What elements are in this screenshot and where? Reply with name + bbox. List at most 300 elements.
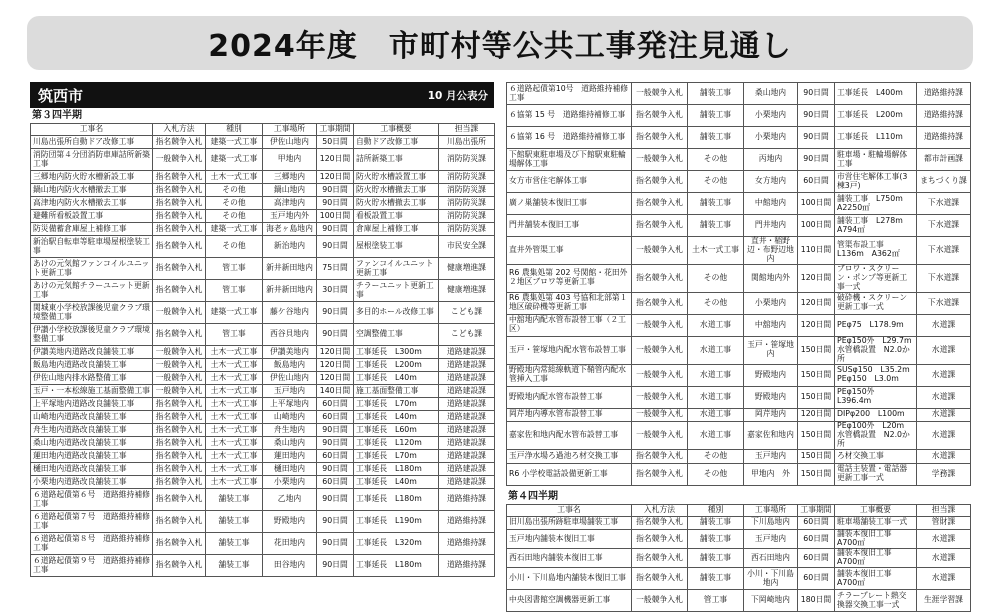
table-row xyxy=(31,210,495,223)
cell-period: 90日間 xyxy=(798,127,835,149)
cell-period: 60日間 xyxy=(798,568,835,590)
cell-bid: 指名競争入札 xyxy=(153,223,206,236)
column-header: 工事名 xyxy=(507,504,632,516)
cell-bid: 一般競争入札 xyxy=(632,149,688,171)
cell-bid: 指名競争入札 xyxy=(153,511,206,533)
cell-name: 関城東小学校放課後児童クラブ環境整備工事 xyxy=(31,302,153,324)
cell-summary: SUSφ150 L35.2m PEφ150 L3.0m xyxy=(835,364,917,386)
cell-name: 嘉家佐和地内配水管布設替工事 xyxy=(507,422,632,450)
quarter-label-q3: 第３四半期 xyxy=(32,110,82,121)
cell-period: 60日間 xyxy=(317,411,354,424)
table-row xyxy=(507,105,971,127)
cell-dept: 道路建設課 xyxy=(439,424,495,437)
cell-place: 嘉家佐和地内 xyxy=(744,422,798,450)
cell-name: あけの元気館ファンコイルユニット更新工事 xyxy=(31,258,153,280)
cell-type: 舗装工事 xyxy=(688,193,744,215)
table-row xyxy=(507,516,971,530)
cell-bid: 指名競争入札 xyxy=(632,105,688,127)
q3-table-left xyxy=(30,123,495,577)
table-row xyxy=(31,346,495,359)
cell-period: 90日間 xyxy=(317,489,354,511)
cell-dept: 管財課 xyxy=(917,516,971,530)
cell-period: 60日間 xyxy=(798,549,835,568)
cell-dept: 水道課 xyxy=(917,364,971,386)
cell-summary: 舗装本復旧工事 A700㎡ xyxy=(835,530,917,549)
cell-name: ６協第 16 号 道路維持補修工事 xyxy=(507,127,632,149)
q4-table xyxy=(506,504,971,612)
cell-bid: 指名競争入札 xyxy=(153,398,206,411)
cell-period: 50日間 xyxy=(317,136,354,149)
cell-name: 西石田地内舗装本復旧工事 xyxy=(507,549,632,568)
cell-type: 土木一式工事 xyxy=(206,476,263,489)
cell-summary: 防火貯水槽撤去工事 xyxy=(354,197,439,210)
cell-summary: 工事延長 L200m xyxy=(354,359,439,372)
cell-bid: 指名競争入札 xyxy=(153,463,206,476)
cell-name: 中舘地内配水管布設替工事（２工区） xyxy=(507,314,632,336)
cell-summary: 工事延長 L40m xyxy=(354,476,439,489)
cell-type: 水道工事 xyxy=(688,408,744,422)
table-row xyxy=(31,450,495,463)
cell-dept: 道路建設課 xyxy=(439,463,495,476)
cell-type: 水道工事 xyxy=(688,336,744,364)
cell-type: 水道工事 xyxy=(688,314,744,336)
quarter-label-q4: 第４四半期 xyxy=(508,490,558,502)
cell-bid: 一般競争入札 xyxy=(632,336,688,364)
cell-period: 150日間 xyxy=(798,450,835,464)
table-row xyxy=(31,385,495,398)
cell-summary: 工事延長 L400m xyxy=(835,83,917,105)
cell-name: 三郷地内防火貯水槽新設工事 xyxy=(31,171,153,184)
cell-type: 土木一式工事 xyxy=(206,437,263,450)
cell-type: その他 xyxy=(206,210,263,223)
cell-bid: 指名競争入札 xyxy=(632,193,688,215)
cell-summary: 舗装工事 L278m A794㎡ xyxy=(835,215,917,237)
cell-type: その他 xyxy=(688,292,744,314)
cell-summary: 工事延長 L70m xyxy=(354,450,439,463)
cell-name: 伊讃小学校放課後児童クラブ環境整備工事 xyxy=(31,324,153,346)
cell-place: 新井新田地内 xyxy=(263,258,317,280)
cell-summary: 管渠布設工事 L136m A362㎡ xyxy=(835,237,917,265)
cell-type: その他 xyxy=(688,463,744,485)
column-header: 工事期間 xyxy=(317,124,354,136)
cell-place: 舟生地内 xyxy=(263,424,317,437)
cell-name: 新治駅自転車等駐車場屋根塗装工事 xyxy=(31,236,153,258)
column-header: 工事名 xyxy=(31,124,153,136)
cell-summary: 屋根塗装工事 xyxy=(354,236,439,258)
cell-summary: 工事延長 L300m xyxy=(354,346,439,359)
table-row xyxy=(31,372,495,385)
cell-name: ６道路起債第９号 道路維持補修工事 xyxy=(31,555,153,577)
cell-dept: 道路維持課 xyxy=(439,511,495,533)
cell-summary: 舗装本復旧工事 A700㎡ xyxy=(835,549,917,568)
cell-dept: 道路維持課 xyxy=(439,555,495,577)
cell-type: 舗装工事 xyxy=(688,83,744,105)
table-row xyxy=(31,236,495,258)
cell-place: 鍋山地内 xyxy=(263,184,317,197)
cell-dept: 消防防災課 xyxy=(439,223,495,236)
cell-summary: 工事延長 L320m xyxy=(354,533,439,555)
cell-place: 樋田地内 xyxy=(263,463,317,476)
cell-place: 玉戸地内 xyxy=(263,385,317,398)
column-header: 工事概要 xyxy=(835,504,917,516)
cell-period: 100日間 xyxy=(798,193,835,215)
cell-period: 90日間 xyxy=(317,463,354,476)
cell-name: 桑山地内道路改良舗装工事 xyxy=(31,437,153,450)
cell-summary: 工事延長 L60m xyxy=(354,424,439,437)
cell-summary: 破砕機・スクリーン更新工事一式 xyxy=(835,292,917,314)
cell-dept: 消防防災課 xyxy=(439,149,495,171)
right-column xyxy=(506,82,970,612)
cell-place: 玉戸地内 xyxy=(744,450,798,464)
cell-dept: 道路建設課 xyxy=(439,437,495,450)
cell-summary: 倉庫屋上補修工事 xyxy=(354,223,439,236)
cell-period: 90日間 xyxy=(317,324,354,346)
cell-name: 伊佐山地内排水路整備工事 xyxy=(31,372,153,385)
column-header: 担当課 xyxy=(917,504,971,516)
cell-type: 建築一式工事 xyxy=(206,136,263,149)
cell-type: その他 xyxy=(206,197,263,210)
cell-summary: チラーユニット更新工事 xyxy=(354,280,439,302)
cell-bid: 指名競争入札 xyxy=(153,210,206,223)
cell-type: 建築一式工事 xyxy=(206,223,263,236)
table-row xyxy=(507,364,971,386)
cell-type: 土木一式工事 xyxy=(206,450,263,463)
cell-name: 廣ノ巣舗装本復旧工事 xyxy=(507,193,632,215)
cell-name: 女方市営住宅解体工事 xyxy=(507,171,632,193)
cell-name: 玉戸・笹塚地内配水管布設替工事 xyxy=(507,336,632,364)
cell-dept: 下水道課 xyxy=(917,292,971,314)
cell-dept: こども課 xyxy=(439,302,495,324)
cell-period: 120日間 xyxy=(798,314,835,336)
cell-type: 建築一式工事 xyxy=(206,302,263,324)
cell-bid: 指名競争入札 xyxy=(153,236,206,258)
cell-summary: 防火貯水槽撤去工事 xyxy=(354,184,439,197)
cell-dept: 道路建設課 xyxy=(439,346,495,359)
column-header: 工事場所 xyxy=(744,504,798,516)
q3-table-right xyxy=(506,82,971,486)
cell-bid: 指名競争入札 xyxy=(632,171,688,193)
city-header xyxy=(30,82,494,108)
cell-period: 120日間 xyxy=(317,149,354,171)
cell-name: 蓮田地内道路改良舗装工事 xyxy=(31,450,153,463)
cell-name: 伊讃美地内道路改良舗装工事 xyxy=(31,346,153,359)
cell-period: 120日間 xyxy=(317,359,354,372)
cell-summary: 多目的ホール改修工事 xyxy=(354,302,439,324)
cell-name: 防災備蓄倉庫屋上補修工事 xyxy=(31,223,153,236)
cell-period: 150日間 xyxy=(798,386,835,408)
column-header: 種別 xyxy=(206,124,263,136)
cell-type: 舗装工事 xyxy=(688,568,744,590)
cell-type: 建築一式工事 xyxy=(206,149,263,171)
cell-bid: 指名競争入札 xyxy=(153,555,206,577)
cell-dept: 消防防災課 xyxy=(439,210,495,223)
cell-dept: 生涯学習課 xyxy=(917,590,971,612)
cell-place: 伊佐山地内 xyxy=(263,372,317,385)
cell-summary: 駐車場・駐輪場解体工事 xyxy=(835,149,917,171)
table-row xyxy=(31,437,495,450)
cell-period: 150日間 xyxy=(798,422,835,450)
cell-place: 野殿地内 xyxy=(744,386,798,408)
cell-name: 高津地内防火水槽撤去工事 xyxy=(31,197,153,210)
cell-place: 蓮田地内 xyxy=(263,450,317,463)
cell-dept: 水道課 xyxy=(917,422,971,450)
table-header-row xyxy=(31,124,495,136)
cell-name: 消防団第４分団消防車庫詰所新築工事 xyxy=(31,149,153,171)
cell-type: 管工事 xyxy=(206,258,263,280)
cell-period: 60日間 xyxy=(317,450,354,463)
cell-period: 60日間 xyxy=(317,398,354,411)
table-row xyxy=(507,549,971,568)
cell-bid: 一般競争入札 xyxy=(632,386,688,408)
cell-type: その他 xyxy=(206,236,263,258)
cell-place: 花田地内 xyxy=(263,533,317,555)
cell-name: 野殿地内配水管布設替工事 xyxy=(507,386,632,408)
table-row xyxy=(507,450,971,464)
cell-bid: 指名競争入札 xyxy=(153,489,206,511)
cell-dept: 下水道課 xyxy=(917,264,971,292)
cell-place: 甲地内 外 xyxy=(744,463,798,485)
column-header: 入札方法 xyxy=(153,124,206,136)
cell-period: 120日間 xyxy=(317,171,354,184)
cell-place: 甲地内 xyxy=(263,149,317,171)
table-row xyxy=(31,302,495,324)
cell-dept: 道路維持課 xyxy=(439,489,495,511)
announce-label: 10 月公表分 xyxy=(427,89,488,102)
cell-type: その他 xyxy=(688,171,744,193)
cell-name: ６道路起債第10号 道路維持補修工事 xyxy=(507,83,632,105)
table-row xyxy=(507,264,971,292)
cell-dept: 下水道課 xyxy=(917,215,971,237)
cell-period: 30日間 xyxy=(317,280,354,302)
cell-dept: 市民安全課 xyxy=(439,236,495,258)
cell-type: 土木一式工事 xyxy=(206,385,263,398)
cell-type: 管工事 xyxy=(206,324,263,346)
cell-period: 150日間 xyxy=(798,364,835,386)
cell-type: 土木一式工事 xyxy=(206,424,263,437)
cell-bid: 指名競争入札 xyxy=(153,450,206,463)
cell-summary: ブロワ・スクリーン・ポンプ等更新工事一式 xyxy=(835,264,917,292)
cell-summary: 空調整備工事 xyxy=(354,324,439,346)
cell-type: 舗装工事 xyxy=(206,511,263,533)
cell-period: 90日間 xyxy=(317,511,354,533)
cell-type: 舗装工事 xyxy=(688,215,744,237)
cell-dept: 道路維持課 xyxy=(917,105,971,127)
cell-type: 水道工事 xyxy=(688,386,744,408)
cell-summary: PEφ100外 L20m 水管橋設置 N2.0か所 xyxy=(835,422,917,450)
left-column xyxy=(30,82,494,577)
cell-bid: 一般競争入札 xyxy=(632,83,688,105)
cell-place: 玉戸地内 xyxy=(744,530,798,549)
cell-bid: 指名競争入札 xyxy=(153,280,206,302)
cell-period: 90日間 xyxy=(317,184,354,197)
table-header-row xyxy=(507,504,971,516)
cell-name: 下館駅東駐車場及び下館駅東駐輪場解体工事 xyxy=(507,149,632,171)
page-title: 2024年度 市町村等公共工事発注見通し xyxy=(27,16,973,70)
cell-name: 玉戸地内舗装本復旧工事 xyxy=(507,530,632,549)
cell-name: ６道路起債第６号 道路維持補修工事 xyxy=(31,489,153,511)
column-header: 種別 xyxy=(688,504,744,516)
cell-summary: PEφ150外 L396.4m xyxy=(835,386,917,408)
cell-period: 150日間 xyxy=(798,463,835,485)
cell-dept: 消防防災課 xyxy=(439,171,495,184)
cell-summary: 工事延長 L120m xyxy=(354,437,439,450)
cell-place: 女方地内 xyxy=(744,171,798,193)
cell-dept: 水道課 xyxy=(917,450,971,464)
column-header: 工事概要 xyxy=(354,124,439,136)
cell-place: 下岡崎地内 xyxy=(744,590,798,612)
cell-bid: 指名競争入札 xyxy=(153,324,206,346)
cell-name: 舟生地内道路改良舗装工事 xyxy=(31,424,153,437)
cell-place: 関館地内外 xyxy=(744,264,798,292)
cell-dept: 水道課 xyxy=(917,549,971,568)
cell-place: 西谷貝地内 xyxy=(263,324,317,346)
cell-bid: 指名競争入札 xyxy=(153,136,206,149)
cell-summary: 工事延長 L180m xyxy=(354,463,439,476)
cell-place: 玉戸・笹塚地内 xyxy=(744,336,798,364)
cell-type: 管工事 xyxy=(688,590,744,612)
cell-dept: 道路維持課 xyxy=(917,127,971,149)
cell-period: 120日間 xyxy=(798,292,835,314)
cell-bid: 一般競争入札 xyxy=(153,372,206,385)
cell-place: 中館地内 xyxy=(744,193,798,215)
cell-place: 新井新田地内 xyxy=(263,280,317,302)
cell-dept: 都市計画課 xyxy=(917,149,971,171)
cell-dept: 水道課 xyxy=(917,408,971,422)
cell-dept: 道路維持課 xyxy=(439,533,495,555)
cell-summary: ろ材交換工事 xyxy=(835,450,917,464)
cell-summary: 駐車場舗装工事一式 xyxy=(835,516,917,530)
table-row xyxy=(31,555,495,577)
table-row xyxy=(31,223,495,236)
cell-period: 150日間 xyxy=(798,336,835,364)
table-row xyxy=(31,149,495,171)
cell-type: 舗装工事 xyxy=(206,533,263,555)
table-row xyxy=(507,292,971,314)
cell-name: 中央図書館空調機器更新工事 xyxy=(507,590,632,612)
cell-place: 野殿地内 xyxy=(263,511,317,533)
cell-summary: PEφ75 L178.9m xyxy=(835,314,917,336)
table-row xyxy=(31,359,495,372)
cell-summary: 工事延長 L40m xyxy=(354,372,439,385)
cell-dept: 水道課 xyxy=(917,530,971,549)
cell-type: 舗装工事 xyxy=(206,555,263,577)
cell-period: 120日間 xyxy=(317,372,354,385)
cell-place: 田谷地内 xyxy=(263,555,317,577)
cell-dept: 下水道課 xyxy=(917,193,971,215)
cell-place: 中舘地内 xyxy=(744,314,798,336)
cell-name: 川島出張所自動ドア改修工事 xyxy=(31,136,153,149)
cell-bid: 一般競争入札 xyxy=(153,385,206,398)
cell-place: 海老ヶ島地内 xyxy=(263,223,317,236)
cell-bid: 指名競争入札 xyxy=(153,437,206,450)
cell-summary: チラープレート熱交換器交換工事一式 xyxy=(835,590,917,612)
cell-summary: 舗装本復旧工事 A700㎡ xyxy=(835,568,917,590)
cell-place: 門井地内 xyxy=(744,215,798,237)
cell-name: 旧川島出張所跡駐車場舗装工事 xyxy=(507,516,632,530)
cell-dept: 水道課 xyxy=(917,336,971,364)
cell-period: 120日間 xyxy=(798,408,835,422)
cell-summary: 市営住宅解体工事(3棟3戸) xyxy=(835,171,917,193)
table-row xyxy=(507,530,971,549)
table-row xyxy=(31,511,495,533)
cell-summary: PEφ150外 L29.7m 水管橋設置 N2.0か所 xyxy=(835,336,917,364)
table-row xyxy=(31,258,495,280)
cell-bid: 指名競争入札 xyxy=(153,258,206,280)
cell-summary: 施工基面整備工事 xyxy=(354,385,439,398)
cell-bid: 指名競争入札 xyxy=(153,197,206,210)
cell-summary: 自動ドア改修工事 xyxy=(354,136,439,149)
cell-summary: 看板設置工事 xyxy=(354,210,439,223)
table-row xyxy=(507,127,971,149)
cell-name: 野殿地内常総線軌道下鞘管内配水管挿入工事 xyxy=(507,364,632,386)
cell-period: 100日間 xyxy=(317,210,354,223)
cell-bid: 一般競争入札 xyxy=(153,346,206,359)
cell-name: 山崎地内道路改良舗装工事 xyxy=(31,411,153,424)
cell-period: 100日間 xyxy=(798,215,835,237)
table-row xyxy=(31,476,495,489)
cell-summary: 電話主装置・電話器更新工事一式 xyxy=(835,463,917,485)
table-row xyxy=(31,533,495,555)
table-row xyxy=(507,463,971,485)
cell-name: R6 小学校電話設備更新工事 xyxy=(507,463,632,485)
cell-name: 門井舗装本復旧工事 xyxy=(507,215,632,237)
cell-name: 鍋山地内防火水槽撤去工事 xyxy=(31,184,153,197)
table-row xyxy=(31,398,495,411)
table-row xyxy=(507,314,971,336)
cell-place: 桑山地内 xyxy=(263,437,317,450)
table-row xyxy=(507,83,971,105)
cell-period: 90日間 xyxy=(798,105,835,127)
cell-period: 90日間 xyxy=(317,424,354,437)
cell-name: 小川・下川島地内舗装本復旧工事 xyxy=(507,568,632,590)
table-row xyxy=(507,215,971,237)
cell-type: 舗装工事 xyxy=(688,127,744,149)
cell-bid: 一般競争入札 xyxy=(632,364,688,386)
cell-dept: 消防防災課 xyxy=(439,184,495,197)
cell-period: 60日間 xyxy=(798,171,835,193)
cell-place: 新治地内 xyxy=(263,236,317,258)
table-row xyxy=(507,149,971,171)
cell-summary: 工事延長 L190m xyxy=(354,511,439,533)
cell-bid: 指名競争入札 xyxy=(632,568,688,590)
cell-period: 60日間 xyxy=(798,516,835,530)
cell-dept: 水道課 xyxy=(917,314,971,336)
cell-dept: 下水道課 xyxy=(917,237,971,265)
cell-bid: 指名競争入札 xyxy=(153,171,206,184)
cell-place: 小栗地内 xyxy=(744,127,798,149)
cell-dept: 健康増進課 xyxy=(439,280,495,302)
table-row xyxy=(31,136,495,149)
cell-type: 舗装工事 xyxy=(688,530,744,549)
cell-period: 75日間 xyxy=(317,258,354,280)
cell-bid: 一般競争入札 xyxy=(632,314,688,336)
cell-type: 土木一式工事 xyxy=(206,372,263,385)
cell-type: 舗装工事 xyxy=(206,489,263,511)
cell-place: 西石田地内 xyxy=(744,549,798,568)
cell-bid: 一般競争入札 xyxy=(632,408,688,422)
cell-period: 90日間 xyxy=(317,533,354,555)
cell-period: 90日間 xyxy=(798,83,835,105)
city-name: 筑西市 xyxy=(38,86,84,105)
cell-period: 90日間 xyxy=(317,302,354,324)
cell-name: 直井外管渠工事 xyxy=(507,237,632,265)
cell-bid: 一般競争入札 xyxy=(153,149,206,171)
cell-dept: 道路維持課 xyxy=(917,83,971,105)
cell-summary: 舗装工事 L750m A2250㎡ xyxy=(835,193,917,215)
cell-summary: 工事延長 L70m xyxy=(354,398,439,411)
cell-place: 下川島地内 xyxy=(744,516,798,530)
cell-bid: 一般競争入札 xyxy=(153,359,206,372)
